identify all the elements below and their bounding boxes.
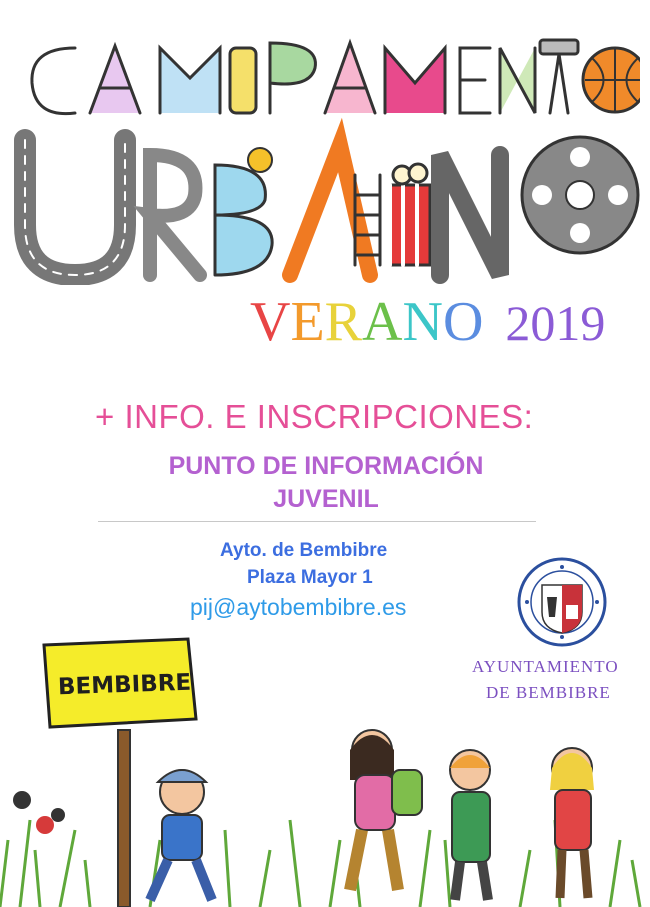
info-place bbox=[126, 450, 526, 516]
season-year: 2019 bbox=[505, 295, 606, 351]
town-sign-label: BEMBIBRE bbox=[57, 669, 192, 701]
municipal-seal-icon bbox=[517, 557, 607, 647]
info-place-line1: PUNTO DE INFORMACIÓN bbox=[168, 452, 484, 480]
kids-walking-illustration bbox=[0, 720, 650, 907]
season-letter: A bbox=[362, 291, 403, 353]
season-letter: N bbox=[402, 291, 443, 353]
season-letter: O bbox=[442, 291, 484, 353]
season-letter: E bbox=[290, 291, 325, 353]
season-letter: R bbox=[324, 291, 363, 353]
address-line2: Plaza Mayor 1 bbox=[247, 567, 373, 588]
season-line bbox=[250, 290, 605, 360]
address-line1: Ayto. de Bembibre bbox=[220, 540, 388, 561]
title-campamento-art bbox=[20, 18, 640, 128]
info-heading: + INFO. E INSCRIPCIONES: bbox=[95, 398, 534, 435]
season-letter: V bbox=[250, 291, 291, 353]
info-place-line2: JUVENIL bbox=[273, 485, 379, 513]
municipality-line1: AYUNTAMIENTO bbox=[472, 657, 619, 676]
divider bbox=[98, 521, 536, 522]
title-urbano-art bbox=[10, 115, 640, 285]
municipality-line2: DE BEMBIBRE bbox=[486, 683, 611, 702]
email-link[interactable]: pij@aytobembibre.es bbox=[190, 594, 407, 620]
